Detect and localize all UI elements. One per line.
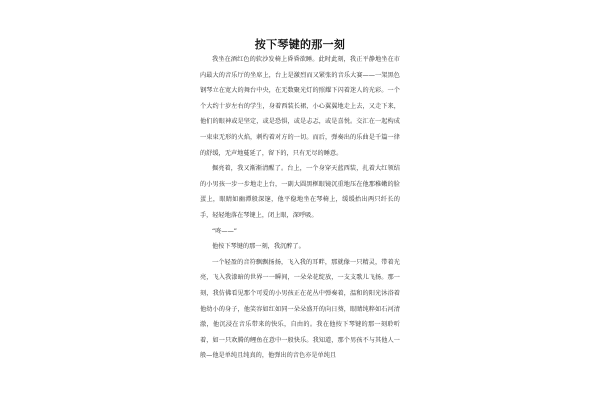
document-title: 按下琴键的那一刻 <box>254 38 346 51</box>
document-body <box>200 52 400 364</box>
paragraph-2: 掘亮着，我又渐渐清醒了。台上，一个身穿天蓝西装，扎着大红领结的小男孩一步一步地走上台，一副大圆黑框眼镜沉重地压在他那稚嫩的脸蛋上，眼睛如幽潭般深邃，他平稳地坐在琴椅上，缓缓抬出两只纤长的手，轻轻地落在琴键上，闭上眼，深呼吸。 <box>200 165 400 219</box>
paragraph-1: 我坐在酒红色的软沙发椅上昏昏欲睡。此时此刻，我正平静地坐在市内最大的音乐厅的坐席上，台上是激烈而又紧张的音乐大赛——一架黑色钢琴立在宽大的舞台中央，在无数聚光灯的照耀下闪着迷人的光彩。一个个大约十岁左右的学生，身着西装长裙，小心翼翼地走上去，又走下来，他们的眼神或是坚定，或是恐惧，或是忐忑，或是喜悦。交汇在一起构成一束束无形的火焰，刺灼着对方的一切。而后，弹奏出的乐曲是千篇一律的舒缓，无声地蔓延了，留下的，只有无尽的睡意。 <box>200 56 400 157</box>
paragraph-4: 他按下琴键的那一刻，我沉醉了。 <box>212 243 305 251</box>
paragraph-5: 一个轻盈的音符飘飘扬扬，飞入我的耳畔，那就像一只精灵，带着光亮，飞入我漆暗的世界一一瞬间，一朵朵花绽放，一支支歌儿飞扬。那一刻，我仿佛看见那个可爱的小男孩正在花丛中弹奏着，温和的阳光沐浴着他幼小的身子，他笑容如红如同一朵朵盛开的向日葵，眼睛纯粹如石河清澈，他沉浸在音乐带来的快乐，自由的。我在他按下琴键的那一刻聆听着，如一只欢腾的鲤鱼在意中一般快乐。我知道，那个男孩不与其他人一般—他是单纯且纯真的，他弹出的音色亦是单纯且 <box>200 258 400 360</box>
paragraph-3: “咚——” <box>212 227 237 235</box>
